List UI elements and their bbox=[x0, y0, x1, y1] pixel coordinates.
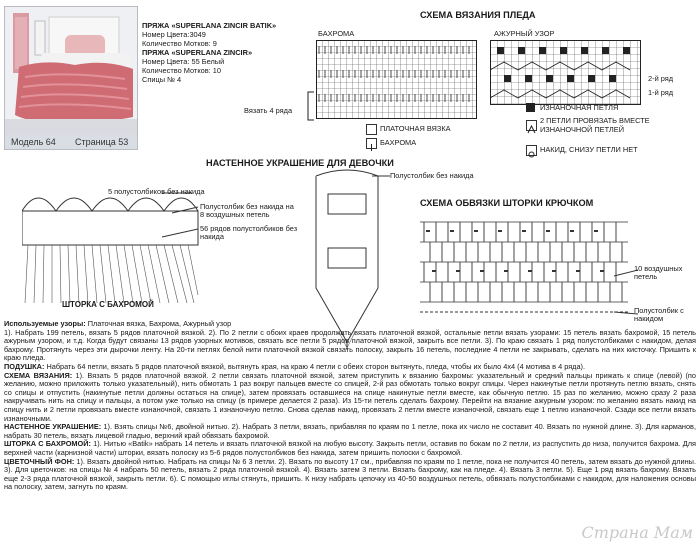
edging-label-1b: петель bbox=[634, 272, 658, 281]
knit-4-rows-label: Вязать 4 ряда bbox=[244, 106, 293, 115]
page-label: Страница 53 bbox=[75, 137, 129, 147]
legend-fringe-swatch bbox=[366, 138, 377, 149]
blanket-scheme-title: СХЕМА ВЯЗАНИЯ ПЛЕДА bbox=[420, 10, 536, 20]
curtain-instr-label: ШТОРКА С БАХРОМОЙ: bbox=[4, 439, 91, 449]
scheme-text: 1). Вязать 5 рядов платочной вязкой. 2 петли связать платочной вязкой, затем приступить к вязанию бахромы: указательный и средний пальцы прижать к спице (левой) (по желанию, можно приложить только указательный), нить обмотать 1 раз вокруг пальцев вместе со спицей, 2-й раз обмотать только вокруг спицы. Через накинутые петли протянуть петлю вязать, снять со спицы и отпустить (накинутые петли должны остаться на спице), затем провязать оставшиеся на спице накинутые петли вместе, как обычную петлю. 15 раз по желанию, можно сразу 2 раза накручивать нить на спицу и пальцы, а потом уже только на спицу (в примере делается 2 раза). Из 15-ти петель сделать бахрому. Перейти на вязание ажурным узором: по желанию вязать накид на спицу нить и 2 петли провязать вместе изнаночной, связать 1 изнаночную петлю. Снова сделав накид, провязать 2 петли вместе изнаночной, связать еще 1 петлю изнаночной. Сзади все петли вязать изнаночными. bbox=[4, 370, 696, 423]
legend-purl-swatch bbox=[526, 103, 535, 112]
needles-size: Спицы № 4 bbox=[142, 75, 182, 84]
pillow-label: ПОДУШКА: bbox=[4, 361, 45, 371]
used-patterns-text: Платочная вязка, Бахрома, Ажурный узор bbox=[85, 319, 232, 328]
legend-garter-label: ПЛАТОЧНАЯ ВЯЗКА bbox=[380, 124, 451, 133]
curtain-diagram bbox=[22, 185, 202, 319]
yarn-2-count: Количество Мотков: 10 bbox=[142, 66, 221, 75]
used-patterns-label: Используемые узоры: bbox=[4, 319, 86, 328]
edging-label-2a: Полустолбик с bbox=[634, 306, 684, 315]
yarn-over-symbol-icon bbox=[527, 150, 536, 159]
legend-k2tog-label-2: ИЗНАНОЧНОЙ ПЕТЛЕЙ bbox=[540, 125, 625, 134]
k2tog-symbol-icon bbox=[527, 125, 536, 134]
row-2-label: 2-й ряд bbox=[648, 74, 674, 83]
edging-label-2b: накидом bbox=[634, 314, 664, 323]
curtain-label-3a: 56 рядов полустолбиков без bbox=[200, 224, 298, 233]
pillow-text: Набрать 64 петли, вязать 5 рядов платочной вязкой, вытянуть края, на краю 4 петли с обеих сторон вытянуть, пледа, чтобы их было 4х4 (4 мотива в 4 ряда). bbox=[44, 361, 586, 371]
fringe-chart-grid bbox=[316, 40, 478, 120]
model-label: Модель 64 bbox=[11, 137, 56, 147]
curtain-caption: ШТОРКА С БАХРОМОЙ bbox=[62, 300, 154, 309]
knit4-brace bbox=[300, 90, 318, 130]
wall-edge-label: Полустолбик без накида bbox=[390, 171, 474, 180]
wall-leader-line bbox=[372, 170, 390, 180]
curtain-instr-text: 1). Нитью «Batik» набрать 14 петель и вязать платочной вязкой на любую высоту. Закрыть петли, оставив по бокам по 2 петли, из распустить до низа, получится бахрома. Для верхней части (карнизной части) шторки, вязать полоску из 5-6 рядов полустолбиков без накида, затем пришить полоски с бахромой. bbox=[4, 439, 696, 457]
edging-label-1a: 10 воздушных bbox=[634, 264, 683, 273]
flower-instr-text: 1). Вязать двойной нитью. Набрать на спицы № 6 3 петли. 2). Вязать по высоту 17 см., прибавляя по краям по 1 петле, пока не получится 40 петель, затем вязать до нужной длины. 3). Для цветочков: на спицы № 4 набрать 50 петель, вязать 2 ряда платочной вязкой. 4). Вязать затем 3 петли. Вязать бахрому, как на пледе. 4). Вязать 3 петли. 5). Еще 1 ряд вязать бахрому. Вязать еще 2-3 ряда платочной вязкой, закрыть петли. 6). С помощью иглы стянуть, пришить. К низу набрать цепочку из 40-50 воздушных петель, обвязать полустолбиками с накидом, для наложения основы на полоску, затем, загнуть по краям. bbox=[4, 456, 696, 492]
edging-scheme-diagram bbox=[420, 212, 628, 322]
scheme-label: СХЕМА ВЯЗАНИЯ: bbox=[4, 370, 73, 380]
wall-instr-text: 1). Взять спицы №6, двойной нитью. 2). Набрать 3 петли, вязать, прибавляя по краям по 1 петле, пока их число не составит 40. Вязать по нужной длине. 3). Для карманов, набрать 30 петель, вязать лицевой гладью, верхний край обвязать бахромой. bbox=[4, 422, 696, 440]
yarn-1-title: ПРЯЖА «SUPERLANA ZINCIR BATIK» bbox=[142, 21, 277, 30]
wall-instr-label: НАСТЕННОЕ УКРАШЕНИЕ: bbox=[4, 422, 102, 432]
legend-k2tog-swatch bbox=[526, 120, 537, 131]
wall-decoration-title: НАСТЕННОЕ УКРАШЕНИЕ ДЛЯ ДЕВОЧКИ bbox=[206, 158, 394, 168]
legend-purl-label: ИЗНАНОЧНАЯ ПЕТЛЯ bbox=[540, 103, 619, 112]
yarn-2-color: Номер Цвета: 55 Белый bbox=[142, 57, 225, 66]
yarn-2-title: ПРЯЖА «SUPERLANA ZINCIR» bbox=[142, 48, 253, 57]
curtain-label-1: 5 полустолбиков без накида bbox=[108, 187, 205, 196]
edging-scheme-title: СХЕМА ОБВЯЗКИ ШТОРКИ КРЮЧКОМ bbox=[420, 198, 594, 208]
legend-garter-swatch bbox=[366, 124, 377, 135]
site-watermark: Страна Мам bbox=[581, 523, 693, 542]
legend-yo-label: НАКИД, СНИЗУ ПЕТЛИ НЕТ bbox=[540, 145, 638, 154]
curtain-label-2b: 8 воздушных петель bbox=[200, 210, 270, 219]
yarn-1-count: Количество Мотков: 9 bbox=[142, 39, 217, 48]
curtain-label-3b: накида bbox=[200, 232, 224, 241]
row-1-label: 1-й ряд bbox=[648, 88, 674, 97]
openwork-chart-grid bbox=[490, 40, 642, 106]
yarn-1-color: Номер Цвета:3049 bbox=[142, 30, 206, 39]
instructions-paragraph-1: 1). Набрать 199 петель, вязать 5 рядов платочной вязкой. 2). По 2 петли с обоих краев продолжать вязать платочной вязкой, остальные петли вязать узорами: 15 петель вязать бахромой, 15 петель ажурным узором, и т.д. Когда будут связаны 13 рядов узорных мотивов, связать все петли 5 рядов платочной вязкой, закрыть все петли. 3). По краю связать 1 ряд полустолбиками с накидом, делая бахрому. Протянуть через эти дырочки ленту. На 20-ти петлях белой нити платочной вязкой связать полоску, закрыть 16 петель, последние 4 петли не закрывать, сделать на них кисточку. Пришить к краю пледа. bbox=[4, 327, 696, 363]
legend-k2tog-label-1: 2 ПЕТЛИ ПРОВЯЗАТЬ ВМЕСТЕ bbox=[540, 116, 650, 125]
curtain-label-2a: Полустолбик без накида на bbox=[200, 202, 294, 211]
legend-fringe-label: БАХРОМА bbox=[380, 138, 417, 147]
legend-yo-swatch bbox=[526, 145, 537, 156]
instructions-text bbox=[4, 320, 696, 492]
model-photo bbox=[4, 6, 138, 150]
fringe-chart-label: БАХРОМА bbox=[318, 29, 355, 38]
flower-instr-label: ЦВЕТОЧНЫЙ ФОН: bbox=[4, 456, 75, 466]
fringe-symbol-icon bbox=[367, 143, 376, 152]
openwork-chart-label: АЖУРНЫЙ УЗОР bbox=[494, 29, 555, 38]
bedroom-photo-illustration bbox=[5, 7, 137, 135]
